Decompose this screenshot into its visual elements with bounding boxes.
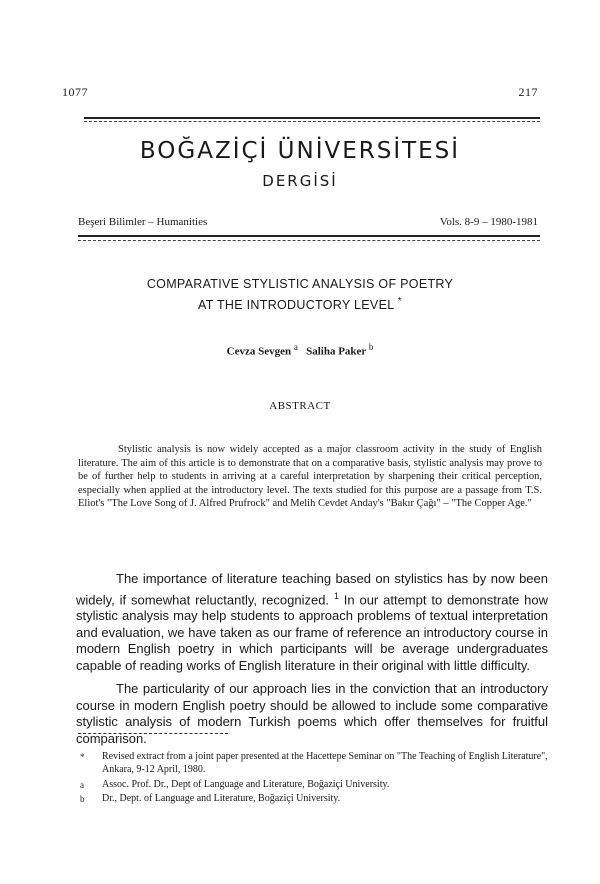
footnote-separator (78, 733, 228, 734)
authors (0, 342, 600, 358)
page-number-left: 1077 (62, 85, 88, 99)
para-1-part-a: The importance of literature teaching based on stylistics has by now been widely, if somewhat reluctantly, recognized. (76, 571, 548, 607)
header-rule-bottom-thin (78, 240, 540, 241)
journal-volume: Vols. 8-9 – 1980-1981 (439, 216, 538, 228)
footnote-b (80, 793, 550, 806)
body-paragraph-1 (76, 571, 548, 674)
abstract-text (78, 443, 542, 511)
page-number-right: 217 (518, 85, 538, 99)
footnote-text: Dr., Dept. of Language and Literature, Boğaziçi University. (102, 793, 341, 804)
journal-subtitle: DERGİSİ (262, 172, 338, 190)
abstract-heading: ABSTRACT (269, 400, 331, 412)
reference-mark-1: 1 (333, 590, 339, 601)
author-2-mark: b (368, 342, 374, 352)
author-1: Cevza Sevgen (226, 345, 292, 358)
footnote-mark: a (80, 780, 84, 790)
journal-section: Beşeri Bilimler – Humanities (78, 216, 208, 228)
title-footnote-mark: * (397, 296, 402, 307)
footnote-mark: * (80, 752, 85, 762)
author-2: Saliha Paker (306, 345, 367, 358)
abstract-paragraph: Stylistic analysis is now widely accepted as a major classroom activity in the study of English literature. The aim of this article is to demonstrate that on a comparative basis, stylistic analysis may prove to be of further help to students in arriving at a careful interpretation by sharpening their critical perception, especially when applied at the introductory level. The texts studied for this purpose are a passage from T.S. Eliot's "The Love Song of J. Alfred Prufrock" and Melih Cevdet Anday's "Bakır Çağı" – "The Copper Age." (78, 444, 542, 509)
footnote-star (80, 751, 550, 776)
footnote-mark: b (80, 794, 85, 804)
para-1-part-b: In our attempt to demonstrate how stylistic analysis may help students to approach problems of textual interpretation and evaluation, we have taken as our frame of reference an introductory course in modern English poetry in which participants will be average undergraduates capable of reading works of English literature in their original with little difficulty. (76, 591, 548, 673)
header-rule-top-thin (84, 121, 540, 122)
article-title-line-2: AT THE INTRODUCTORY LEVEL (198, 298, 394, 313)
header-rule-top (84, 117, 540, 119)
article-title (0, 276, 600, 314)
journal-title: BOĞAZİÇİ ÜNİVERSİTESİ (139, 138, 461, 164)
footnote-text: Assoc. Prof. Dr., Dept of Language and Literature, Boğaziçi University. (102, 779, 390, 790)
footnote-text: Revised extract from a joint paper presented at the Hacettepe Seminar on "The Teaching of English Literature", Ankara, 9-12 April, 1980. (102, 751, 548, 775)
header-rule-bottom (78, 235, 540, 237)
article-title-line-1: COMPARATIVE STYLISTIC ANALYSIS OF POETRY (146, 277, 454, 291)
footnote-a (80, 779, 550, 792)
author-1-mark: a (293, 342, 298, 352)
body-paragraph-2: The particularity of our approach lies in the conviction that an introductory course in modern English poetry should be allowed to include some comparative stylistic analysis of modern Turkish poems which offer themselves for fruitful comparison. (76, 681, 548, 746)
